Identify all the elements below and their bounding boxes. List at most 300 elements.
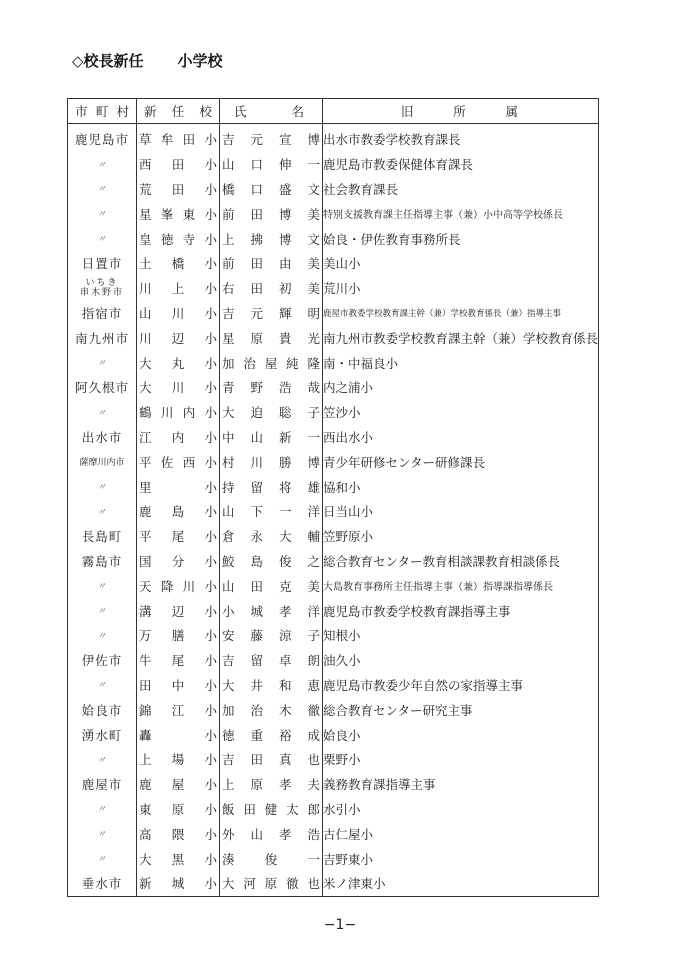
name-char: 雄 [307, 479, 320, 495]
name-char: 山 [222, 578, 235, 594]
school-char: 東 [139, 801, 152, 817]
name-char: 藤 [250, 628, 263, 644]
name-char: 村 [222, 454, 235, 470]
school-char: 西 [182, 454, 196, 470]
name-char: 恵 [307, 677, 320, 693]
school-char: 小 [204, 677, 217, 693]
name-char: 橋 [222, 181, 235, 197]
new-school-cell [137, 375, 220, 400]
name-text [220, 800, 322, 818]
school-char: 小 [204, 702, 217, 718]
municipality-cell: 出水市 [68, 425, 137, 450]
table-row [68, 152, 599, 177]
previous-post-cell: 南九州市教委学校教育課主幹（兼）学校教育係長 [323, 330, 599, 346]
table-row [68, 276, 599, 301]
name-char: 俊 [278, 553, 292, 569]
new-school-text [137, 577, 219, 595]
name-text [220, 180, 322, 198]
name-text [220, 378, 322, 396]
school-char: 橋 [171, 256, 185, 272]
name-char: 湊 [222, 851, 235, 867]
new-school-text [137, 800, 219, 818]
name-char: 博 [307, 132, 320, 148]
name-char: 裕 [278, 727, 292, 743]
school-char: 小 [204, 777, 217, 793]
table-row [68, 549, 599, 574]
name-text [220, 726, 322, 744]
school-char: 小 [204, 380, 217, 396]
previous-post-cell: 栗野小 [323, 752, 361, 768]
name-char: 涼 [278, 628, 292, 644]
previous-post-cell: 鹿児島市教委学校教育課指導主事 [323, 603, 511, 619]
new-school-text [137, 825, 219, 843]
previous-post-cell: 南・中福良小 [323, 355, 399, 371]
school-char: 小 [204, 429, 217, 445]
name-char: 大 [222, 876, 235, 892]
name-char: 吉 [222, 653, 235, 669]
name-char: 徳 [222, 727, 235, 743]
name-text [220, 602, 322, 620]
name-char: 博 [278, 231, 292, 247]
name-char: 洋 [307, 504, 320, 520]
school-char: 高 [139, 826, 152, 842]
name-char: 吉 [222, 305, 235, 321]
municipality-cell: 〃 [68, 400, 137, 425]
name-char: 星 [222, 330, 235, 346]
new-school-text [137, 602, 219, 620]
new-school-text [137, 502, 219, 520]
municipality-cell: 〃 [68, 201, 137, 226]
name-char: 成 [307, 727, 320, 743]
name-char: 浩 [278, 380, 292, 396]
school-char: 内 [182, 405, 196, 421]
name-char: 勝 [278, 454, 292, 470]
new-school-cell [137, 449, 220, 474]
name-cell [220, 623, 323, 648]
name-char: 孝 [278, 603, 292, 619]
name-char: 盛 [278, 181, 292, 197]
name-char: 初 [278, 281, 292, 297]
name-text [220, 155, 322, 173]
school-char: 田 [182, 132, 196, 148]
municipality-cell: 阿久根市 [68, 375, 137, 400]
name-cell [220, 499, 323, 524]
table-row [68, 226, 599, 251]
new-school-text [137, 403, 219, 421]
table-row [68, 124, 599, 152]
name-char: 中 [222, 429, 235, 445]
name-cell [220, 201, 323, 226]
name-char: 将 [278, 479, 292, 495]
school-char: 平 [139, 454, 152, 470]
previous-post-cell: 鹿児島市教委保健体育課長 [323, 157, 474, 173]
name-cell [220, 598, 323, 623]
school-char: 小 [204, 355, 217, 371]
name-char: 大 [278, 529, 292, 545]
name-text [220, 428, 322, 446]
new-school-cell [137, 573, 220, 598]
new-school-text [137, 180, 219, 198]
name-char: 下 [250, 504, 263, 520]
name-cell [220, 474, 323, 499]
table-row [68, 747, 599, 772]
municipality-cell: 〃 [68, 821, 137, 846]
name-char: 青 [222, 380, 235, 396]
name-char: 井 [250, 677, 263, 693]
school-char: 徳 [160, 231, 174, 247]
new-school-cell [137, 177, 220, 202]
name-char: 卓 [278, 653, 292, 669]
name-char: 拂 [250, 231, 263, 247]
name-char: 隆 [307, 355, 320, 371]
new-school-text [137, 701, 219, 719]
new-school-text [137, 726, 219, 744]
school-char: 小 [204, 206, 217, 222]
municipality-cell: 鹿屋市 [68, 772, 137, 797]
name-cell [220, 648, 323, 673]
municipality-cell: 〃 [68, 673, 137, 698]
name-text [220, 775, 322, 793]
school-char: 尾 [171, 653, 185, 669]
new-school-text [137, 304, 219, 322]
previous-post-cell: 内之浦小 [323, 380, 374, 396]
school-char: 平 [139, 529, 152, 545]
new-school-text [137, 527, 219, 545]
table-row [68, 499, 599, 524]
new-school-cell [137, 722, 220, 747]
previous-post-cell: 特別支援教育課主任指導主事（兼）小中高等学校係長 [323, 210, 563, 222]
school-char: 小 [204, 578, 217, 594]
school-char: 小 [204, 181, 217, 197]
name-cell [220, 871, 323, 896]
name-char: 俊 [264, 851, 278, 867]
school-char: 錦 [139, 702, 152, 718]
table-row [68, 821, 599, 846]
new-school-text [137, 254, 219, 272]
name-char: 倉 [222, 529, 235, 545]
table-row [68, 524, 599, 549]
name-char: 徹 [307, 702, 320, 718]
school-char: 川 [171, 380, 185, 396]
name-char: 博 [307, 454, 320, 470]
table-row [68, 301, 599, 326]
name-char: 屋 [264, 355, 278, 371]
school-char: 牛 [139, 653, 152, 669]
municipality-cell: 〃 [68, 573, 137, 598]
new-school-cell [137, 301, 220, 326]
name-char: 明 [307, 305, 320, 321]
name-char: 宣 [278, 132, 292, 148]
school-char: 小 [204, 876, 217, 892]
school-char: 小 [204, 305, 217, 321]
new-school-text [137, 205, 219, 223]
school-char: 小 [204, 529, 217, 545]
new-school-cell [137, 673, 220, 698]
header-previous-post: 旧 所 属 [323, 99, 599, 124]
name-char: 純 [286, 355, 299, 371]
table-row [68, 251, 599, 276]
previous-post-cell: 協和小 [323, 479, 361, 495]
municipality-cell: 〃 [68, 226, 137, 251]
name-text [220, 577, 322, 595]
name-cell [220, 301, 323, 326]
previous-post-cell: 知根小 [323, 628, 361, 644]
name-char: 田 [250, 256, 263, 272]
school-char: 小 [204, 479, 217, 495]
previous-post-cell: 水引小 [323, 801, 361, 817]
previous-post-cell: 笠野原小 [323, 529, 374, 545]
table-row [68, 177, 599, 202]
table-header-row [68, 99, 599, 124]
page-title: ◇校長新任 [72, 52, 144, 70]
name-text [220, 130, 322, 148]
table-row [68, 648, 599, 673]
school-char: 尾 [171, 529, 185, 545]
school-char: 川 [160, 405, 174, 421]
new-school-cell [137, 821, 220, 846]
name-char: 美 [307, 256, 320, 272]
name-char: 島 [250, 553, 263, 569]
school-char: 上 [171, 281, 185, 297]
name-char: 元 [250, 305, 263, 321]
school-char: 小 [204, 553, 217, 569]
school-char: 星 [139, 206, 152, 222]
new-school-cell [137, 201, 220, 226]
name-cell [220, 772, 323, 797]
name-char: 加 [222, 355, 235, 371]
name-text [220, 205, 322, 223]
name-char: 大 [222, 677, 235, 693]
name-char: 前 [222, 256, 235, 272]
name-char: 永 [250, 529, 263, 545]
new-school-text [137, 552, 219, 570]
table-row [68, 722, 599, 747]
previous-post-cell: 日当山小 [323, 504, 374, 520]
municipality-cell: 〃 [68, 846, 137, 871]
school-char: 小 [204, 628, 217, 644]
name-char: 治 [250, 702, 263, 718]
previous-post-cell: 義務教育課指導主事 [323, 777, 436, 793]
name-char: 也 [307, 752, 320, 768]
name-text [220, 329, 322, 347]
new-school-cell [137, 871, 220, 896]
name-text [220, 527, 322, 545]
name-char: 城 [250, 603, 263, 619]
name-text [220, 850, 322, 868]
municipality-cell: 湧水町 [68, 722, 137, 747]
name-char: 田 [250, 578, 263, 594]
municipality-cell: 〃 [68, 350, 137, 375]
school-char: 天 [139, 578, 152, 594]
school-char: 黒 [171, 851, 185, 867]
name-char: 上 [222, 231, 235, 247]
new-school-cell [137, 772, 220, 797]
new-school-text [137, 329, 219, 347]
name-char: 野 [250, 380, 263, 396]
school-char: 小 [204, 603, 217, 619]
name-char: 聡 [278, 405, 292, 421]
table-body [68, 124, 599, 897]
previous-post-cell: 米ノ津東小 [323, 876, 386, 892]
name-char: 子 [307, 405, 320, 421]
name-text [220, 230, 322, 248]
name-char: 和 [278, 677, 292, 693]
school-char: 小 [204, 157, 217, 173]
new-school-cell [137, 425, 220, 450]
name-char: 前 [222, 206, 235, 222]
name-cell [220, 251, 323, 276]
new-school-text [137, 230, 219, 248]
table-row [68, 697, 599, 722]
previous-post-cell: 出水市教委学校教育課長 [323, 132, 461, 148]
name-char: 也 [307, 876, 320, 892]
name-char: 鮫 [222, 553, 235, 569]
name-cell [220, 124, 323, 152]
school-char: 国 [139, 553, 152, 569]
new-school-text [137, 354, 219, 372]
name-cell [220, 177, 323, 202]
name-char: 孝 [278, 777, 292, 793]
school-char: 中 [171, 677, 185, 693]
municipality-cell: 長島町 [68, 524, 137, 549]
name-cell [220, 425, 323, 450]
name-char: 持 [222, 479, 235, 495]
name-char: 文 [307, 231, 320, 247]
name-cell [220, 549, 323, 574]
table-row [68, 871, 599, 896]
school-char: 大 [139, 355, 152, 371]
previous-post-cell: 荒川小 [323, 281, 361, 297]
school-char: 山 [139, 305, 152, 321]
municipality-text-top: いちき [85, 278, 119, 289]
new-school-text [137, 651, 219, 669]
name-char: 文 [307, 181, 320, 197]
header-name: 氏 名 [220, 99, 323, 124]
name-cell [220, 524, 323, 549]
school-char: 万 [139, 628, 152, 644]
name-char: 孝 [278, 826, 292, 842]
name-char: 田 [250, 281, 263, 297]
municipality-cell: 〃 [68, 177, 137, 202]
name-cell [220, 673, 323, 698]
previous-post-cell: 総合教育センター教育相談課教育相談係長 [323, 553, 561, 569]
school-char: 島 [171, 504, 185, 520]
table-row [68, 474, 599, 499]
name-char: 重 [250, 727, 263, 743]
new-school-cell [137, 400, 220, 425]
name-text [220, 478, 322, 496]
school-char: 峯 [160, 206, 174, 222]
new-school-text [137, 453, 219, 471]
table-row [68, 400, 599, 425]
school-char: 小 [204, 454, 217, 470]
new-school-text [137, 626, 219, 644]
school-char: 小 [204, 330, 217, 346]
table-row [68, 846, 599, 871]
name-text [220, 354, 322, 372]
previous-post-cell: 古仁屋小 [323, 826, 374, 842]
name-cell [220, 350, 323, 375]
new-school-text [137, 378, 219, 396]
school-char: 丸 [171, 355, 185, 371]
new-school-cell [137, 350, 220, 375]
municipality-cell: 〃 [68, 598, 137, 623]
name-char: 小 [222, 603, 235, 619]
name-char: 田 [250, 752, 263, 768]
school-char: 膳 [171, 628, 185, 644]
school-char: 大 [139, 380, 152, 396]
new-school-cell [137, 276, 220, 301]
name-char: 加 [222, 702, 235, 718]
new-school-text [137, 478, 219, 496]
previous-post-cell: 鹿屋市教委学校教育課主幹（兼）学校教育係長（兼）指導主事 [323, 308, 562, 319]
school-char: 小 [204, 504, 217, 520]
name-char: 川 [250, 454, 263, 470]
municipality-cell: 日置市 [68, 251, 137, 276]
municipality-text-bottom: 串木野市 [79, 288, 124, 299]
municipality-cell: 鹿児島市 [68, 124, 137, 152]
municipality-cell: 〃 [68, 797, 137, 822]
municipality-cell: 薩摩川内市 [68, 449, 137, 474]
municipality-cell: 南九州市 [68, 325, 137, 350]
name-char: 夫 [307, 777, 320, 793]
school-char: 辺 [171, 603, 185, 619]
school-char: 西 [139, 157, 152, 173]
name-char: 右 [222, 281, 235, 297]
new-school-text [137, 750, 219, 768]
name-char: 原 [250, 777, 263, 793]
name-text [220, 502, 322, 520]
new-school-cell [137, 524, 220, 549]
new-school-cell [137, 549, 220, 574]
name-char: 郎 [307, 801, 320, 817]
school-char: 鶴 [139, 405, 152, 421]
municipality-cell: 〃 [68, 747, 137, 772]
table-row [68, 573, 599, 598]
name-text [220, 874, 322, 892]
school-char: 寺 [182, 231, 196, 247]
name-char: 輝 [278, 305, 292, 321]
new-school-cell [137, 598, 220, 623]
school-char: 城 [171, 876, 185, 892]
previous-post-cell: 総合教育センター研究主事 [323, 702, 473, 718]
school-char: 小 [204, 132, 217, 148]
school-char: 田 [139, 677, 152, 693]
name-char: 浩 [307, 826, 320, 842]
table-row [68, 201, 599, 226]
new-school-cell [137, 797, 220, 822]
table-row [68, 673, 599, 698]
name-cell [220, 747, 323, 772]
name-char: 哉 [307, 380, 320, 396]
name-char: 一 [278, 504, 292, 520]
new-school-text [137, 428, 219, 446]
name-char: 安 [222, 628, 235, 644]
name-char: 治 [243, 355, 256, 371]
name-cell [220, 276, 323, 301]
name-char: 美 [307, 206, 320, 222]
name-char: 飯 [222, 801, 235, 817]
table-row [68, 350, 599, 375]
school-char: 荒 [139, 181, 152, 197]
school-char: 轟 [139, 727, 152, 743]
name-char: 一 [307, 429, 320, 445]
table-row [68, 325, 599, 350]
name-text [220, 626, 322, 644]
previous-post-cell: 大島教育事務所主任指導主事（兼）指導課指導係長 [323, 582, 553, 594]
new-school-text [137, 775, 219, 793]
school-char: 小 [204, 801, 217, 817]
